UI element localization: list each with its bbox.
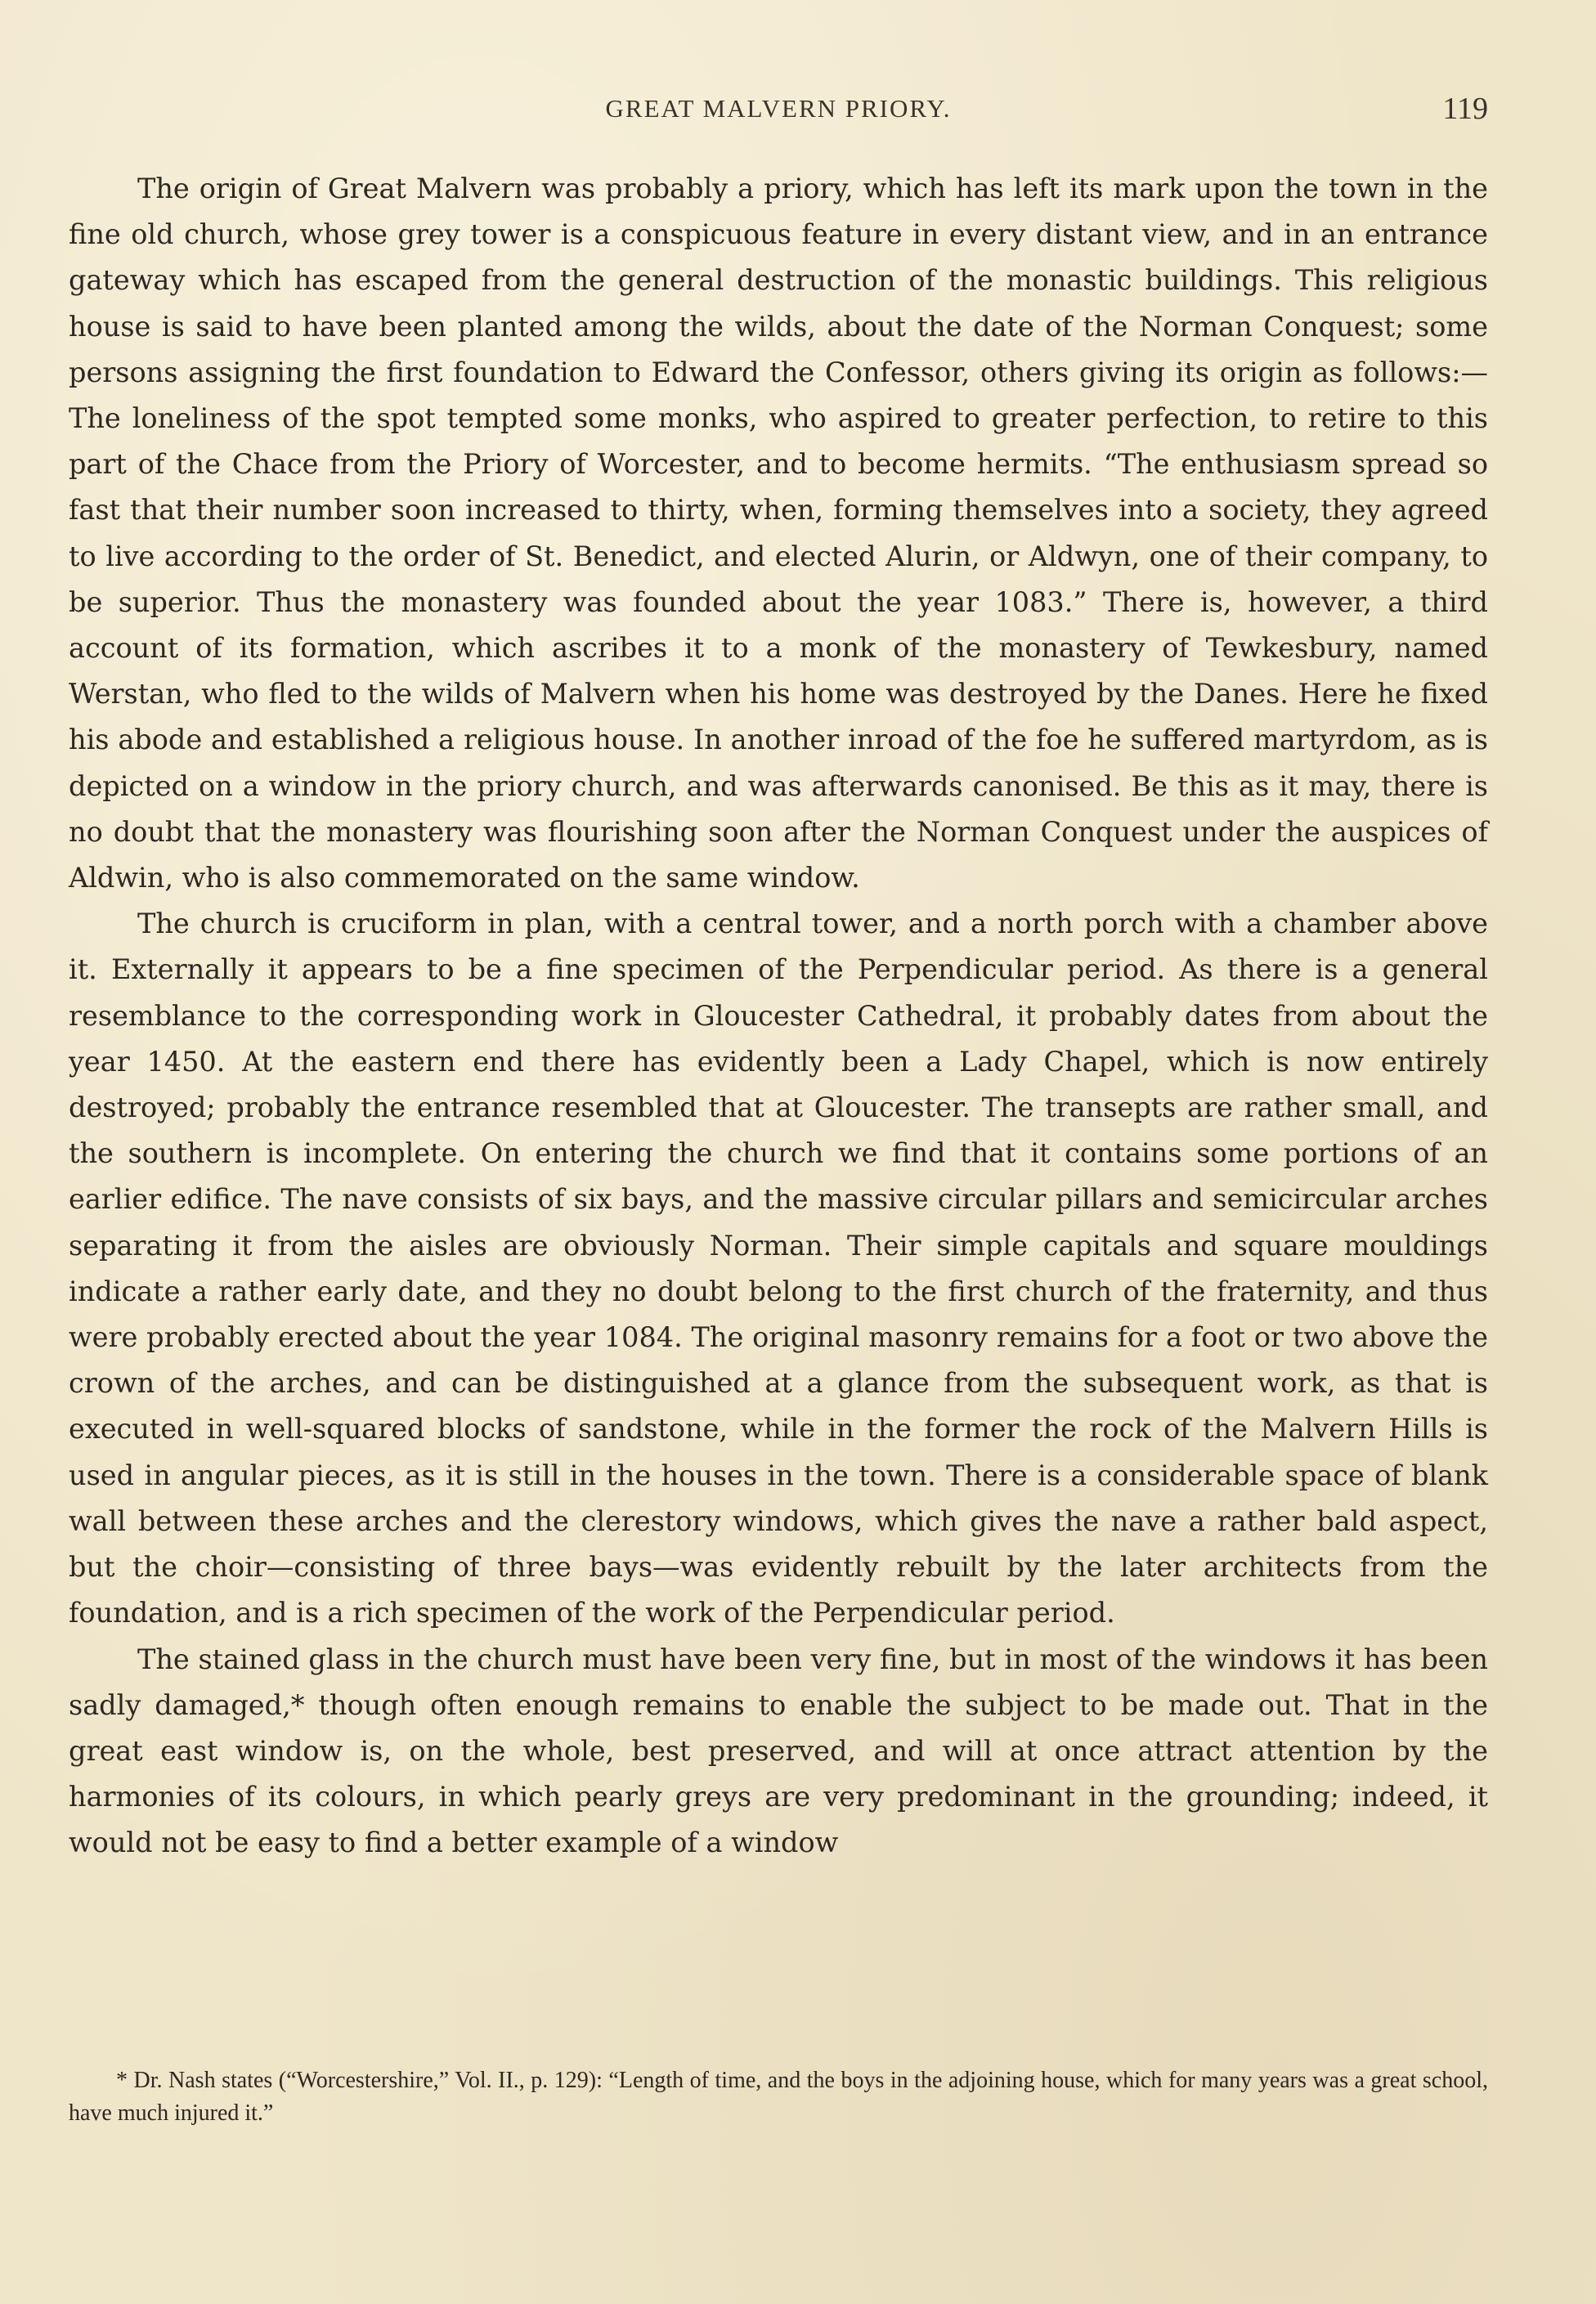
running-title: GREAT MALVERN PRIORY. xyxy=(605,94,952,123)
body-text xyxy=(69,166,1488,1867)
footnote-text: * Dr. Nash states (“Worcestershire,” Vol. II., p. 129): “Length of time, and the boys in the adjoining house, which for many years was a great school, have much injured it.” xyxy=(69,2068,1488,2126)
paragraph-origin: The origin of Great Malvern was probably a priory, which has left its mark upon the town in the fine old church, whose grey tower is a conspicuous feature in every distant view, and in an entrance gateway which has escaped from the general destruction of the monastic buildings. This religious house is said to have been planted among the wilds, about the date of the Norman Conquest; some persons assigning the first foundation to Edward the Confessor, others giving its origin as follows:—The loneliness of the spot tempted some monks, who aspired to greater perfection, to retire to this part of the Chace from the Priory of Worcester, and to become hermits. “The enthusiasm spread so fast that their number soon increased to thirty, when, forming themselves into a society, they agreed to live according to the order of St. Benedict, and elected Alurin, or Aldwyn, one of their company, to be superior. Thus the monastery was founded about the year 1083.” There is, however, a third account of its formation, which ascribes it to a monk of the monastery of Tewkesbury, named Werstan, who fled to the wilds of Malvern when his home was destroyed by the Danes. Here he fixed his abode and established a religious house. In another inroad of the foe he suffered martyrdom, as is depicted on a window in the priory church, and was afterwards canonised. Be this as it may, there is no doubt that the monastery was flourishing soon after the Norman Conquest under the auspices of Aldwin, who is also commemorated on the same window. xyxy=(69,173,1488,894)
paragraph-church-plan: The church is cruciform in plan, with a central tower, and a north porch with a chamber above it. Externally it appears to be a fine specimen of the Perpendicular period. As there is a general resemblance to the corresponding work in Gloucester Cathedral, it probably dates from about the year 1450. At the eastern end there has evidently been a Lady Chapel, which is now entirely destroyed; probably the entrance resembled that at Gloucester. The transepts are rather small, and the southern is incomplete. On entering the church we find that it contains some portions of an earlier edifice. The nave consists of six bays, and the massive circular pillars and semicircular arches separating it from the aisles are obviously Norman. Their simple capitals and square mouldings indicate a rather early date, and they no doubt belong to the first church of the fraternity, and thus were probably erected about the year 1084. The original masonry remains for a foot or two above the crown of the arches, and can be distinguished at a glance from the subsequent work, as that is executed in well-squared blocks of sandstone, while in the former the rock of the Malvern Hills is used in angular pieces, as it is still in the houses in the town. There is a considerable space of blank wall between these arches and the clerestory windows, which gives the nave a rather bald aspect, but the choir—consisting of three bays—was evidently rebuilt by the later architects from the foundation, and is a rich specimen of the work of the Perpendicular period. xyxy=(69,908,1488,1629)
footnote xyxy=(69,2064,1488,2130)
running-head xyxy=(69,88,1488,129)
paragraph-stained-glass: The stained glass in the church must have been very fine, but in most of the windows it has been sadly damaged,* though often enough remains to enable the subject to be made out. That in the great east window is, on the whole, best preserved, and will at once attract attention by the harmonies of its colours, in which pearly greys are very predominant in the grounding; indeed, it would not be easy to find a better example of a window xyxy=(69,1643,1488,1859)
page-number: 119 xyxy=(1442,92,1488,126)
